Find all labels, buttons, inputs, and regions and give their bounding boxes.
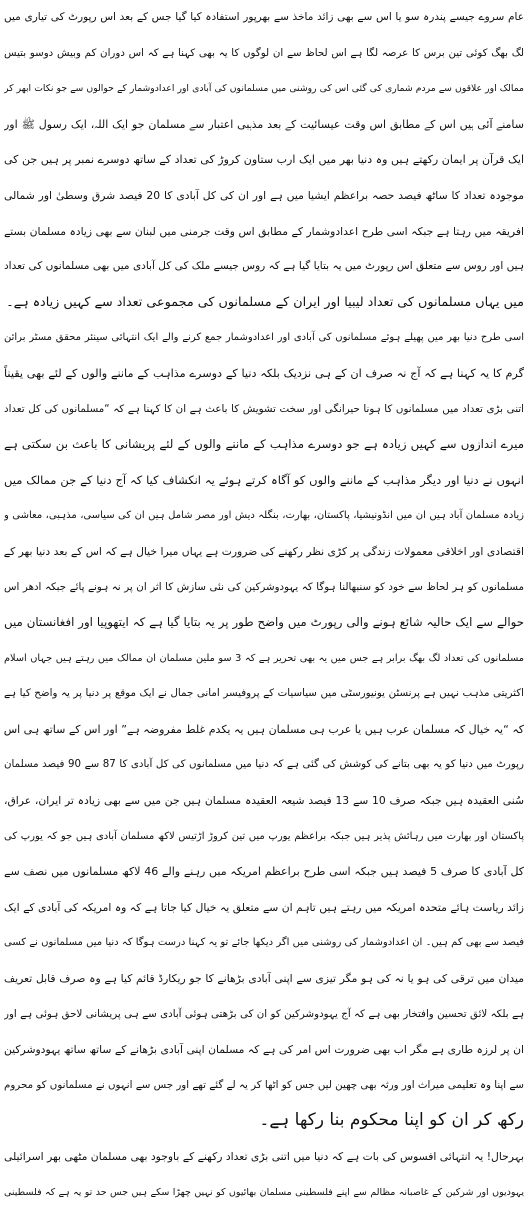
text-line: کل آبادی کا صرف 5 فیصد ہیں جبکہ اسی طرح براعظم امریکہ میں رہنے والے 46 لاکھ مسلمانوں میں نصف سے bbox=[4, 865, 524, 879]
text-line: میدان میں ترقی کی ہو یا نہ کی ہو مگر تیزی سے اپنی آبادی بڑھانے کا جو ریکارڈ قائم کیا ہے وہ صرف قابل تعریف bbox=[4, 972, 524, 986]
text-line: میرے اندازوں سے کہیں زیادہ ہے جو دوسرے مذاہب کے ماننے والوں کے لئے پریشانی کا باعث بن سکتی ہے bbox=[4, 437, 524, 452]
paragraph bbox=[4, 1139, 524, 1209]
text-line: میں یہاں مسلمانوں کی تعداد لیبیا اور ایران کے مسلمانوں کی مجموعی تعداد سے کہیں زیادہ ہے۔ bbox=[6, 294, 524, 310]
text-line: زائد ریاست ہائے متحدہ امریکہ میں رہتے ہیں تاہم ان سے متعلق یہ خیال کیا جاتا ہے کہ وہ امریکہ کی آبادی کے ایک bbox=[4, 900, 524, 914]
text-line: گرم کا یہ کہنا ہے کہ آج نہ صرف ان کے ہی نزدیک بلکہ دنیا کے دوسرے مذاہب کے ماننے والوں کے لئے بھی یقیناً bbox=[4, 366, 524, 380]
text-line: سُنی العقیدہ ہیں جبکہ صرف 10 سے 13 فیصد شیعہ العقیدہ مسلمان ہیں جن میں سے بھی زیادہ تر ایران، عراق، bbox=[4, 794, 524, 808]
text-line: ان پر لرزہ طاری ہے مگر اب بھی ضرورت اس امر کی ہے کہ مسلمان اپنی آبادی بڑھانے کے ساتھ ساتھ یہودوشرکین bbox=[4, 1043, 524, 1057]
text-line: عام سروے جیسے پندرہ سو یا اس سے بھی زائد ماخذ سے بھرپور استفادہ کیا گیا جس کے بعد اس رپورٹ کی تیاری میں bbox=[4, 11, 524, 23]
text-line: انہوں نے دنیا اور دیگر مذاہب کے ماننے والوں کو آگاہ کرتے ہوئے یہ انکشاف کیا کہ آج دنیا کے جن ممالک میں bbox=[4, 472, 524, 487]
text-line: پاکستان اور بھارت میں رہائش پذیر ہیں جبکہ براعظم یورپ میں تین کروڑ اڑتیس لاکھ مسلمان آبادی ہیں جو کہ یورپ کی bbox=[4, 830, 524, 842]
text-line: اسی طرح دنیا بھر میں پھیلے ہوئے مسلمانوں کی آبادی اور اعدادوشمار جمع کرنے والے ایک انتہائی سینئر محقق مسٹر برائن bbox=[4, 332, 524, 344]
paragraph bbox=[4, 320, 524, 1139]
text-line: اتنی بڑی تعداد میں مسلمانوں کا ہونا حیرانگی اور سخت تشویش کا باعث ہے ان کا کہنا ہے کہ “مسلمانوں کی کل تعداد bbox=[4, 402, 524, 415]
text-line: یہودیوں اور شرکین کے غاصبانہ مظالم سے اپنے فلسطینی مسلمان بھائیوں کو نہیں چھڑا سکے ہیں جس حد تو یہ ہے کہ فلسطینی bbox=[4, 1186, 524, 1198]
text-line: ہے بلکہ لائق تحسین وافتخار بھی ہے کہ آج یہودوشرکین کو ان کی بڑھتی ہوئی آبادی سے ہی پریشانی لاحق ہوئی ہے اور bbox=[4, 1007, 524, 1020]
text-line: اکثریتی مذہب نہیں ہے پرنسٹن یونیورسٹی میں سیاسیات کے پروفیسر امانی جمال نے ایک موقع پر دنیا پر یہ واضح کیا ہے bbox=[4, 687, 524, 700]
text-line: اقتصادی اور اخلاقی معمولات زندگی پر کڑی نظر رکھنے کی ضرورت ہے یہاں میرا خیال ہے کہ اس کے بعد دنیا بھر کے bbox=[4, 544, 524, 558]
text-line: مسلمانوں کی تعداد لگ بھگ برابر ہے جس میں یہ بھی تحریر ہے کہ 3 سو ملین مسلمان ان ممالک میں رہتے ہیں جہاں اسلام bbox=[4, 652, 524, 664]
text-line: رکھ کر ان کو اپنا محکوم بنا رکھا ہے۔ bbox=[259, 1110, 524, 1131]
paragraph bbox=[4, 0, 524, 320]
text-line: سامنے آئی ہیں اس کے مطابق اس وقت عیسائیت کے بعد مذہبی اعتبار سے مسلمان جو ایک اللہ، ایک رسول ﷺ اور bbox=[4, 117, 524, 131]
text-line: سے اپنا وہ تعلیمی میراث اور ورثہ بھی چھین لیں جس کو اٹھا کر یہ لے گئے تھے اور جس سے انہوں نے مسلمانوں کو محروم bbox=[4, 1078, 524, 1091]
text-line: زیادہ مسلمان آباد ہیں ان میں انڈونیشیا، پاکستان، بھارت، بنگلہ دیش اور مصر شامل ہیں ان کی سیاسی، مذہبی، معاشی و bbox=[4, 510, 524, 522]
text-line: کہ “یہ خیال کہ مسلمان عرب ہیں یا عرب ہی مسلمان ہیں یہ یکدم غلط مفروضہ ہے” اور اس کے ساتھ ہی اس bbox=[4, 722, 524, 736]
text-line: ہیں اور روس سے متعلق اس رپورٹ میں یہ بتایا گیا ہے کہ روس جیسے ملک کی کل آبادی میں بھی مسلمانوں کی تعداد bbox=[4, 260, 524, 273]
text-line: ممالک اور علاقوں سے مردم شماری کی گئی اس کی روشنی میں مسلمانوں کی آبادی اور اعدادوشمار کے حوالوں سے جو نکات ابھر کر bbox=[4, 83, 524, 95]
text-line: لگ بھگ کوئی تین برس کا عرصہ لگا ہے اس لحاظ سے ان لوگوں کا یہ بھی کہنا ہے کہ اس دوران کم وبیش دوسو بتیس bbox=[4, 46, 524, 59]
text-line: مسلمانوں کو ہر لحاظ سے خود کو سنبھالنا ہوگا کہ یہودوشرکین کی نئی سازش کا اثر ان پر نہ ہونے پائے جبکہ ادھر اس bbox=[4, 580, 524, 593]
text-line: فیصد سے بھی کم ہیں۔ ان اعدادوشمار کی روشنی میں اگر دیکھا جائے تو یہ کہنا درست ہوگا کہ دنیا میں مسلمانوں نے کسی bbox=[4, 937, 524, 949]
text-line: رپورٹ میں دنیا کو یہ بھی بتانے کی کوشش کی گئی ہے کہ دنیا میں مسلمانوں کی کل آبادی کا 87 سے 90 فیصد مسلمان bbox=[4, 758, 524, 771]
text-line: حوالے سے ایک حالیہ شائع ہونے والی رپورٹ میں واضح طور پر یہ بتایا گیا ہے کہ ایتھوپیا اور افغانستان میں bbox=[4, 615, 524, 630]
text-line: ایک قرآن پر ایمان رکھتے ہیں وہ دنیا بھر میں ایک ارب ستاون کروڑ کی تعداد کے ساتھ دوسرے نمبر پر ہیں جن کی bbox=[4, 153, 524, 167]
text-line: موجودہ تعداد کا ساٹھ فیصد حصہ براعظم ایشیا میں ہے اور ان کی کل آبادی کا 20 فیصد شرق وسطیٰ اور شمالی bbox=[4, 188, 524, 202]
text-line: بہرحال! یہ انتہائی افسوس کی بات ہے کہ دنیا میں اتنی بڑی تعداد رکھنے کے باوجود بھی مسلمان مٹھی بھر اسرائیلی bbox=[4, 1150, 524, 1163]
text-line: افریقہ میں رہتا ہے جبکہ اسی طرح اعدادوشمار کے مطابق اس وقت جرمنی میں لبنان سے بھی زیادہ مسلمان بستے bbox=[4, 224, 524, 238]
